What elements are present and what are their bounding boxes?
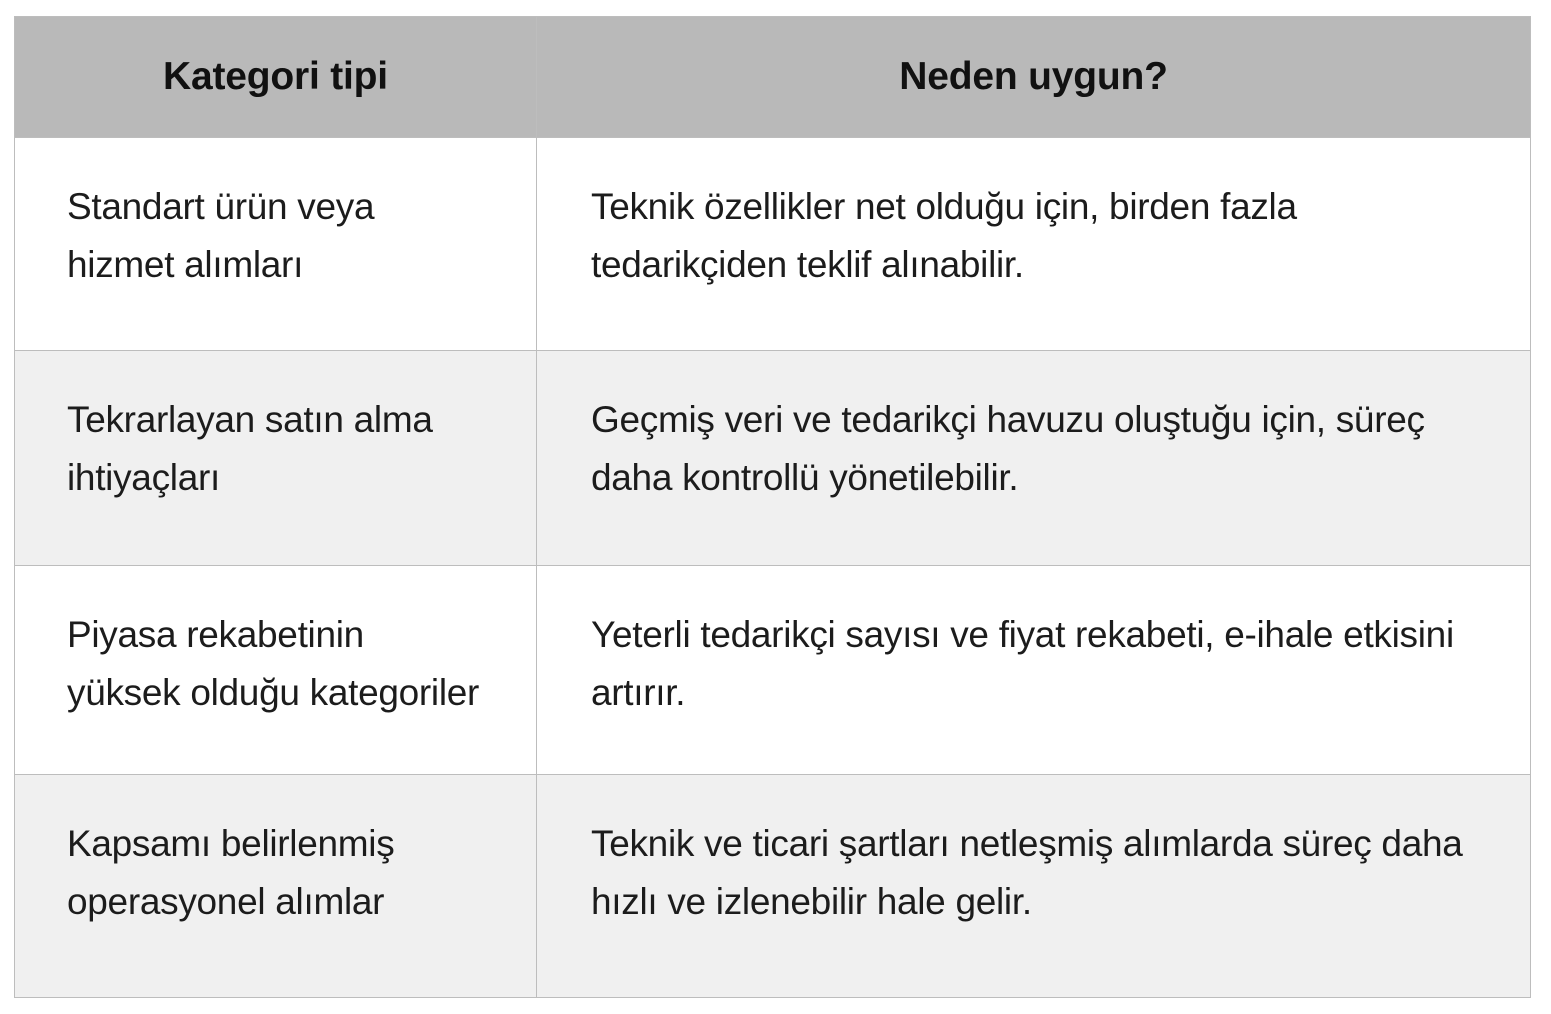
- reason-cell: [537, 566, 1531, 775]
- reason-text-line: daha kontrollü yönetilebilir.: [591, 457, 1019, 498]
- comparison-table-container: [14, 16, 1530, 997]
- category-text-line: Piyasa rekabetinin: [67, 614, 364, 655]
- reason-text-line: Geçmiş veri ve tedarikçi havuzu oluştuğu için, süreç: [591, 399, 1425, 440]
- category-cell: [15, 775, 537, 998]
- category-cell: [15, 566, 537, 775]
- header-row: [15, 17, 1531, 138]
- category-text-line: operasyonel alımlar: [67, 881, 385, 922]
- table-row: [15, 566, 1531, 775]
- reason-cell: [537, 775, 1531, 998]
- reason-cell: [537, 351, 1531, 566]
- category-text-line: yüksek olduğu kategoriler: [67, 672, 480, 713]
- category-suitability-table: [14, 16, 1531, 998]
- header-category-type: Kategori tipi: [15, 17, 537, 138]
- reason-text-line: tedarikçiden teklif alınabilir.: [591, 244, 1024, 285]
- table-row: [15, 351, 1531, 566]
- reason-text-line: Teknik özellikler net olduğu için, birden fazla: [591, 186, 1297, 227]
- reason-cell: [537, 138, 1531, 351]
- header-reason: Neden uygun?: [537, 17, 1531, 138]
- reason-text-line: artırır.: [591, 672, 686, 713]
- table-body: [15, 138, 1531, 998]
- table-row: [15, 138, 1531, 351]
- category-cell: [15, 138, 537, 351]
- table-header: [15, 17, 1531, 138]
- reason-text-line: Teknik ve ticari şartları netleşmiş alımlarda süreç daha: [591, 823, 1463, 864]
- category-text-line: Standart ürün veya: [67, 186, 375, 227]
- category-text-line: Tekrarlayan satın alma: [67, 399, 433, 440]
- category-text-line: ihtiyaçları: [67, 457, 220, 498]
- category-text-line: hizmet alımları: [67, 244, 304, 285]
- category-cell: [15, 351, 537, 566]
- category-text-line: Kapsamı belirlenmiş: [67, 823, 395, 864]
- reason-text-line: hızlı ve izlenebilir hale gelir.: [591, 881, 1032, 922]
- table-row: [15, 775, 1531, 998]
- reason-text-line: Yeterli tedarikçi sayısı ve fiyat rekabeti, e-ihale etkisini: [591, 614, 1454, 655]
